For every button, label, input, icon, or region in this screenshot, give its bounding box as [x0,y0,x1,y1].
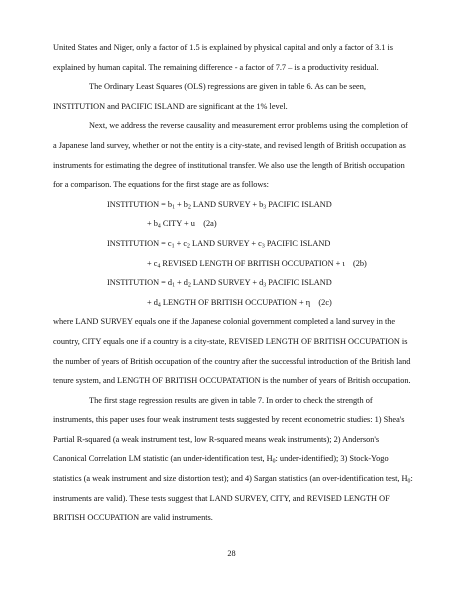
equation-2b-line-1: INSTITUTION = $c_1 + c_2$ LAND SURVEY + $c_3$ PACIFIC ISLAND [107,238,331,250]
equation-label-2a: (2a) [203,219,217,229]
equation-2a-line-2: + $b_4$ CITY + u (2a) [147,219,217,230]
paragraph-1: United States and Niger, only a factor of 1.5 is explained by physical capital and only a factor of 3.1 is explained by human capital. The remaining difference - a factor of 7.7 – is a productivity residual. [53,43,393,72]
equation-2a-line-1: INSTITUTION = $b_1 + b_2$ LAND SURVEY + $b_3$ PACIFIC ISLAND [107,199,332,211]
paragraph-2: The Ordinary Least Squares (OLS) regressions are given in table 6. As can be seen, INSTITUTION and PACIFIC ISLAND are significant at the 1% level. [53,82,366,111]
equation-2c-line-1: INSTITUTION = $d_1 + d_2$ LAND SURVEY + $d_3$ PACIFIC ISLAND [107,278,332,289]
paragraph-3: Next, we address the reverse causality and measurement error problems using the completion of a Japanese land survey, whether or not the entity is a city-state, and revised length of British occupation as instruments for estimating the degree of institutional transfer. We also use the length of British occupation for a comparison. The equations for the first stage are as follows: [53,121,408,190]
paragraph-4: where LAND SURVEY equals one if the Japanese colonial government completed a land survey in the country, CITY equals one if a country is a city-state, REVISED LENGTH OF BRITISH OCCUPATION is the number of years of British occupation of the country after the successful introduction of the British land tenure system, and LENGTH OF BRITISH OCCUPATATION is the number of years of British occupation. [53,317,411,386]
page-number: 28 [227,549,236,558]
equation-label-2b: (2b) [352,258,367,268]
equation-2c-line-2: + $d_4$ LENGTH OF BRITISH OCCUPATION + η (2c) [147,297,332,309]
paragraph-5: The first stage regression results are given in table 7. In order to check the strength of instruments, this paper uses four weak instrument tests suggested by recent econometric studies: 1) Shea's Partial R-squared (a weak instrument test, low R-squared means weak instruments); 2) Anderson's Canonical Correlation LM statistic (an under-identification test, $H_0$: under-identified); 3) Stock-Yogo statistics (a weak instrument and size distortion test); and 4) Sargan statistics (an over-identification test, $H_0$: instruments are valid). These tests suggest that LAND SURVEY, CITY, and REVISED LENGTH OF BRITISH OCCUPATION are valid instruments. [53,395,413,523]
body-text [53,38,413,528]
equation-label-2c: (2c) [318,297,332,307]
equation-2b-line-2: + $c_4$ REVISED LENGTH OF BRITISH OCCUPATION + ι (2b) [147,258,367,270]
